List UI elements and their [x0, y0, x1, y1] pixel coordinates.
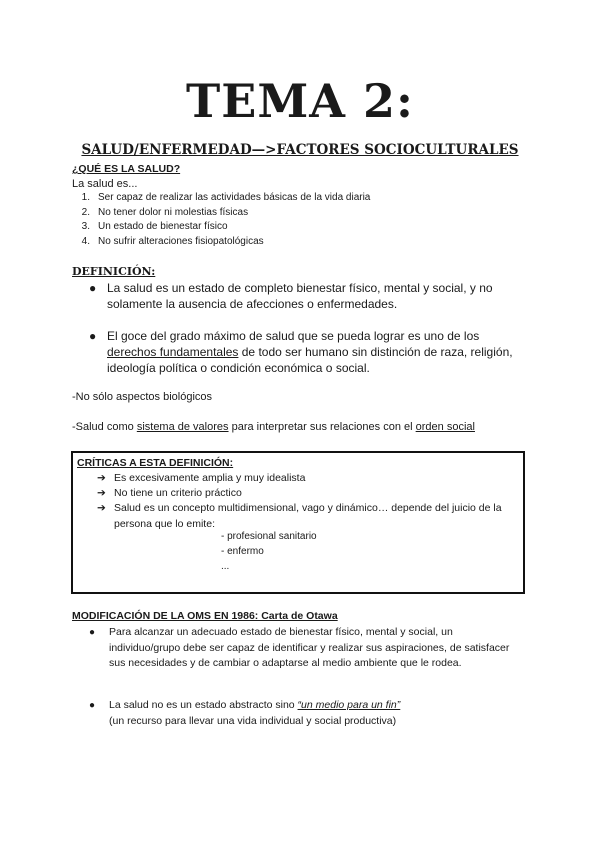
- list-text: Un estado de bienestar físico: [98, 221, 228, 232]
- list-item: [72, 235, 264, 250]
- list-number: 1.: [81, 192, 90, 203]
- list-text: Ser capaz de realizar las actividades básicas de la vida diaria: [98, 192, 371, 203]
- bullet-item: [89, 698, 519, 729]
- intro-text: La salud es...: [72, 178, 138, 190]
- list-item: [72, 206, 248, 221]
- sub-item: - enfermo: [221, 546, 264, 557]
- note-text-part: -Salud como: [72, 421, 137, 433]
- bullet-icon: ●: [89, 329, 97, 343]
- list-number: 3.: [81, 221, 90, 232]
- arrow-item: [97, 486, 242, 502]
- note-line: -No sólo aspectos biológicos: [72, 391, 213, 403]
- list-item: [72, 191, 370, 206]
- bullet-text-part: El goce del grado máximo de salud que se pueda lograr es uno de los: [107, 329, 480, 343]
- bullet-text: La salud es un estado de completo bienestar físico, mental y social, y no solamente la ausencia de afecciones o enfermedades.: [107, 281, 493, 311]
- arrow-item: [97, 471, 305, 487]
- arrow-text: Salud es un concepto multidimensional, vago y dinámico… depende del juicio de la persona que lo emite:: [114, 502, 502, 530]
- arrow-right-icon: ➔: [97, 487, 106, 499]
- arrow-item: [97, 501, 517, 532]
- bullet-text: [109, 698, 400, 729]
- arrow-right-icon: ➔: [97, 502, 106, 514]
- bullet-icon: ●: [89, 627, 96, 638]
- bullet-icon: ●: [89, 700, 96, 711]
- page-subtitle: SALUD/ENFERMEDAD—>FACTORES SOCIOCULTURALES: [81, 142, 519, 158]
- section-heading-definicion: DEFINICIÓN:: [72, 265, 156, 278]
- bullet-text-part: de todo ser humano sin distinción de raza, religión, ideología política o condición económica o social.: [107, 345, 513, 375]
- bullet-item: [89, 625, 519, 672]
- arrow-right-icon: ➔: [97, 472, 106, 484]
- list-text: No tener dolor ni molestias físicas: [98, 207, 249, 218]
- underlined-term: orden social: [415, 421, 475, 433]
- bullet-icon: ●: [89, 281, 97, 295]
- bullet-text-part: La salud no es un estado abstracto sino: [109, 699, 298, 711]
- bullet-text-part: (un recurso para llevar una vida individual y social productiva): [109, 714, 397, 727]
- bullet-item: [89, 328, 529, 376]
- bullet-text: Para alcanzar un adecuado estado de bienestar físico, mental y social, un individuo/grupo debe ser capaz de identificar y realizar sus aspiraciones, de satisfacer sus necesidades y de cambiar o adaptarse al medio ambiente que le rodea.: [109, 626, 510, 669]
- section-heading-criticas: CRÍTICAS A ESTA DEFINICIÓN:: [77, 457, 234, 469]
- underlined-term: sistema de valores: [136, 421, 229, 433]
- section-heading-que-es: ¿QUÉ ES LA SALUD?: [72, 163, 181, 175]
- arrow-text: Es excesivamente amplia y muy idealista: [114, 472, 306, 484]
- bullet-item: [89, 280, 529, 312]
- list-item: [72, 220, 228, 235]
- list-text: No sufrir alteraciones fisiopatológicas: [98, 236, 264, 247]
- arrow-text: No tiene un criterio práctico: [114, 487, 242, 499]
- sub-item: - profesional sanitario: [221, 531, 317, 542]
- sub-item: ...: [221, 561, 230, 572]
- underlined-term: derechos fundamentales: [107, 345, 239, 359]
- note-text-part: para interpretar sus relaciones con el: [228, 421, 416, 433]
- note-line: [72, 420, 475, 434]
- section-heading-oms: MODIFICACIÓN DE LA OMS EN 1986: Carta de Otawa: [72, 610, 338, 622]
- list-number: 4.: [81, 236, 90, 247]
- underlined-term: “un medio para un fin”: [297, 699, 401, 711]
- page-title: TEMA 2:: [186, 74, 414, 128]
- bullet-text: [107, 328, 529, 376]
- list-number: 2.: [81, 207, 90, 218]
